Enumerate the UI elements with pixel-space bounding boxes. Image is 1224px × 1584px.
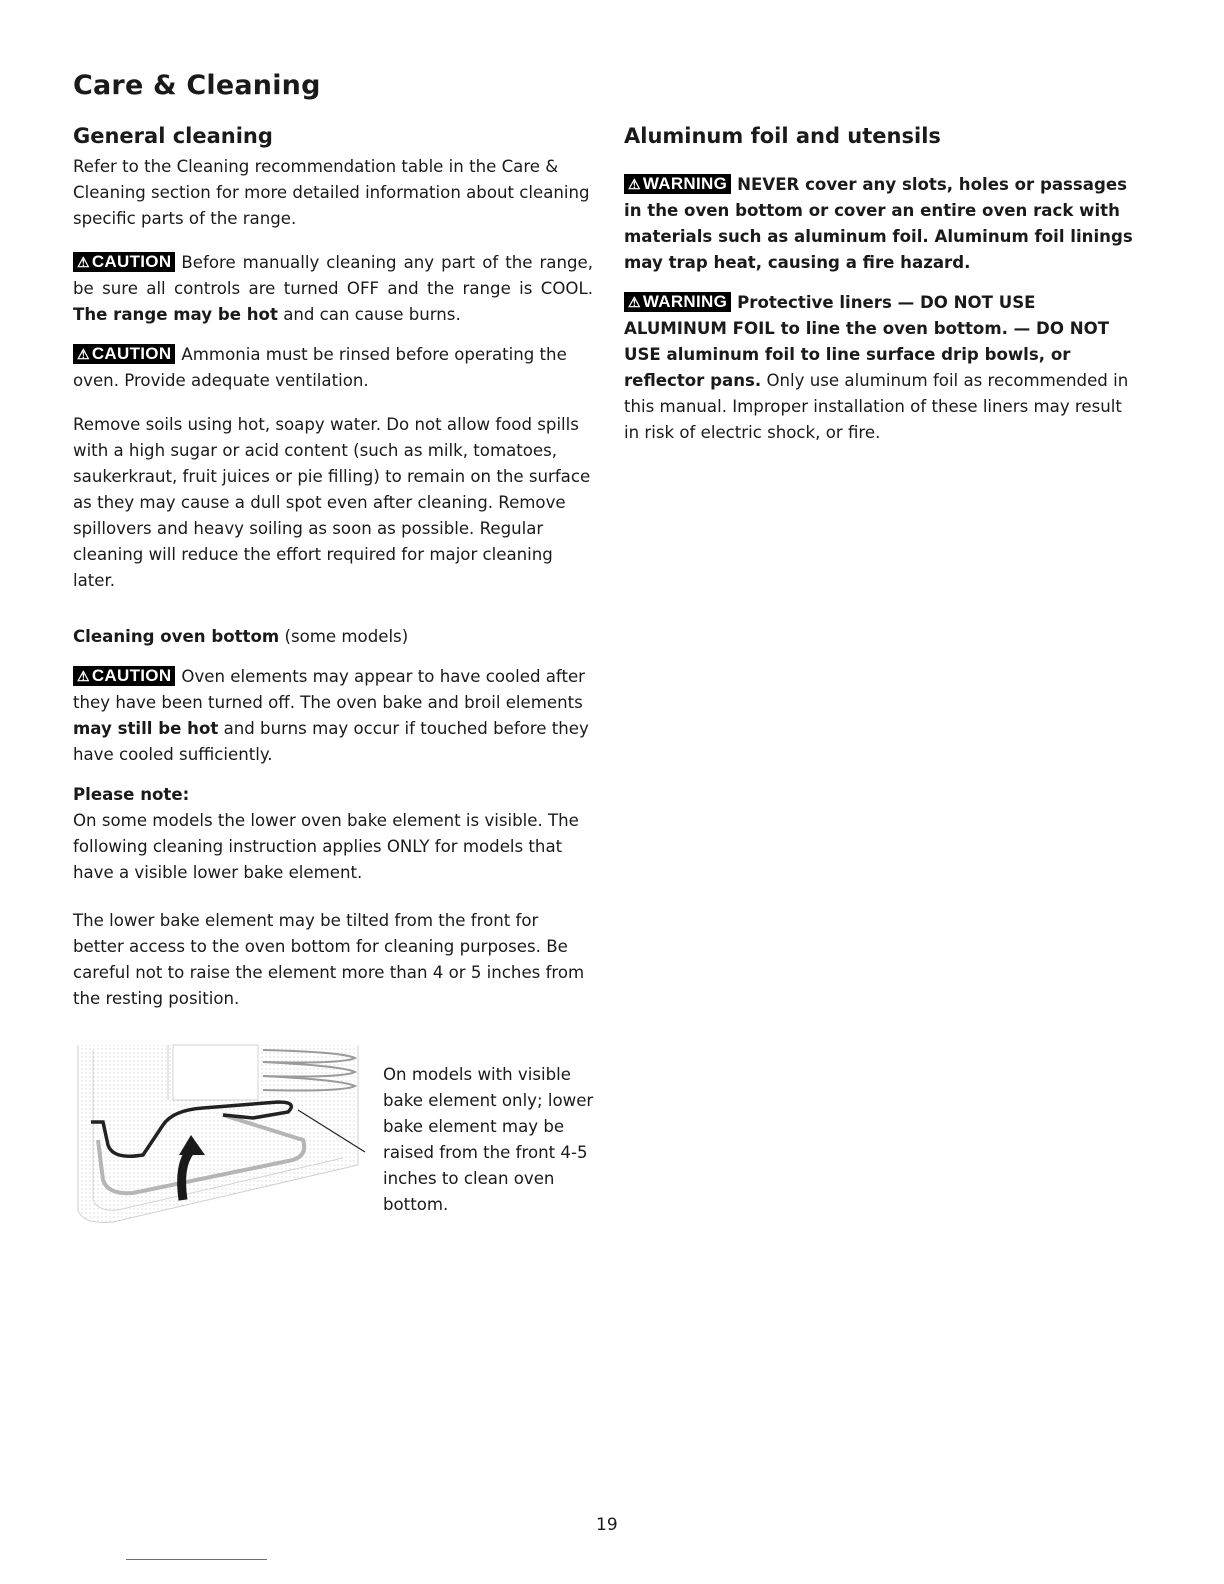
warning-liners-paragraph xyxy=(624,290,1134,446)
remove-soils-paragraph: Remove soils using hot, soapy water. Do not allow food spills with a high sugar or acid content (such as milk, tomatoes, saukerkraut, fruit juices or pie filling) to remain on the surface as they may cause a dull spot even after cleaning. Remove spillovers and heavy soiling as soon as possible. Regular cleaning will reduce the effort required for major cleaning later. xyxy=(73,415,591,590)
warning-bold-text: Protective liners — DO NOT USE ALUMINUM FOIL to line the oven bottom. — DO NOT USE aluminum foil to line surface drip bowls, or reflector pans. xyxy=(624,293,1110,390)
oven-bake-element-illustration xyxy=(73,1040,368,1225)
caution-ammonia-paragraph xyxy=(73,342,593,394)
warning-triangle-icon: ⚠ xyxy=(77,668,90,684)
warning-text: NEVER cover any slots, holes or passages in the oven bottom or cover an entire oven rack with materials such as aluminum foil. Aluminum foil linings may trap heat, causing a fire hazard. xyxy=(624,175,1133,272)
warning-triangle-icon: ⚠ xyxy=(628,294,641,310)
oven-bottom-heading xyxy=(73,624,593,650)
caution-badge-label: CAUTION xyxy=(91,666,172,685)
footer-rule xyxy=(126,1559,267,1560)
caution-bold-text: may still be hot xyxy=(73,719,219,738)
warning-slots-paragraph xyxy=(624,172,1134,276)
general-cleaning-heading: General cleaning xyxy=(73,124,273,148)
warning-triangle-icon: ⚠ xyxy=(77,254,90,270)
page-number: 19 xyxy=(596,1515,618,1535)
warning-badge-label: WARNING xyxy=(642,174,728,193)
caution-text: Ammonia must be rinsed before operating the oven. Provide adequate ventilation. xyxy=(73,345,567,390)
general-cleaning-intro: Refer to the Cleaning recommendation table in the Care & Cleaning section for more detailed information about cleaning specific parts of the range. xyxy=(73,157,590,228)
caution-text-end: and can cause burns. xyxy=(283,305,461,324)
warning-badge-label: WARNING xyxy=(642,292,728,311)
caution-text-end: and burns may occur if touched before they have cooled sufficiently. xyxy=(73,719,589,764)
aluminum-foil-heading: Aluminum foil and utensils xyxy=(624,124,941,148)
caution-text: Before manually cleaning any part of the range, be sure all controls are turned OFF and the range is COOL. xyxy=(73,253,593,298)
caution-controls-paragraph xyxy=(73,250,593,328)
caution-text: Oven elements may appear to have cooled after they have been turned off. The oven bake and broil elements xyxy=(73,667,586,712)
caution-badge xyxy=(73,252,175,272)
warning-text: Only use aluminum foil as recommended in this manual. Improper installation of these liners may result in risk of electric shock, or fire. xyxy=(624,371,1129,442)
caution-badge-label: CAUTION xyxy=(91,344,172,363)
figure-caption: On models with visible bake element only; lower bake element may be raised from the front 4-5 inches to clean oven bottom. xyxy=(383,1065,594,1214)
bake-element-figure xyxy=(73,1040,593,1230)
caution-badge xyxy=(73,666,175,686)
oven-bottom-heading-rest: (some models) xyxy=(284,627,409,646)
warning-badge xyxy=(624,292,731,312)
please-note-heading: Please note: xyxy=(73,785,190,804)
caution-badge xyxy=(73,344,175,364)
warning-triangle-icon: ⚠ xyxy=(628,176,641,192)
page-title: Care & Cleaning xyxy=(73,70,321,101)
tilt-element-paragraph: The lower bake element may be tilted from the front for better access to the oven bottom for cleaning purposes. Be careful not to raise the element more than 4 or 5 inches from the resting position. xyxy=(73,911,585,1008)
left-column xyxy=(73,124,593,1026)
oven-bottom-heading-bold: Cleaning oven bottom xyxy=(73,627,280,646)
warning-badge xyxy=(624,174,731,194)
warning-triangle-icon: ⚠ xyxy=(77,346,90,362)
right-column xyxy=(624,124,1134,460)
caution-elements-paragraph xyxy=(73,664,593,768)
caution-bold-text: The range may be hot xyxy=(73,305,278,324)
please-note-text: On some models the lower oven bake element is visible. The following cleaning instruction applies ONLY for models that have a visible lower bake element. xyxy=(73,811,579,882)
caution-badge-label: CAUTION xyxy=(91,252,172,271)
